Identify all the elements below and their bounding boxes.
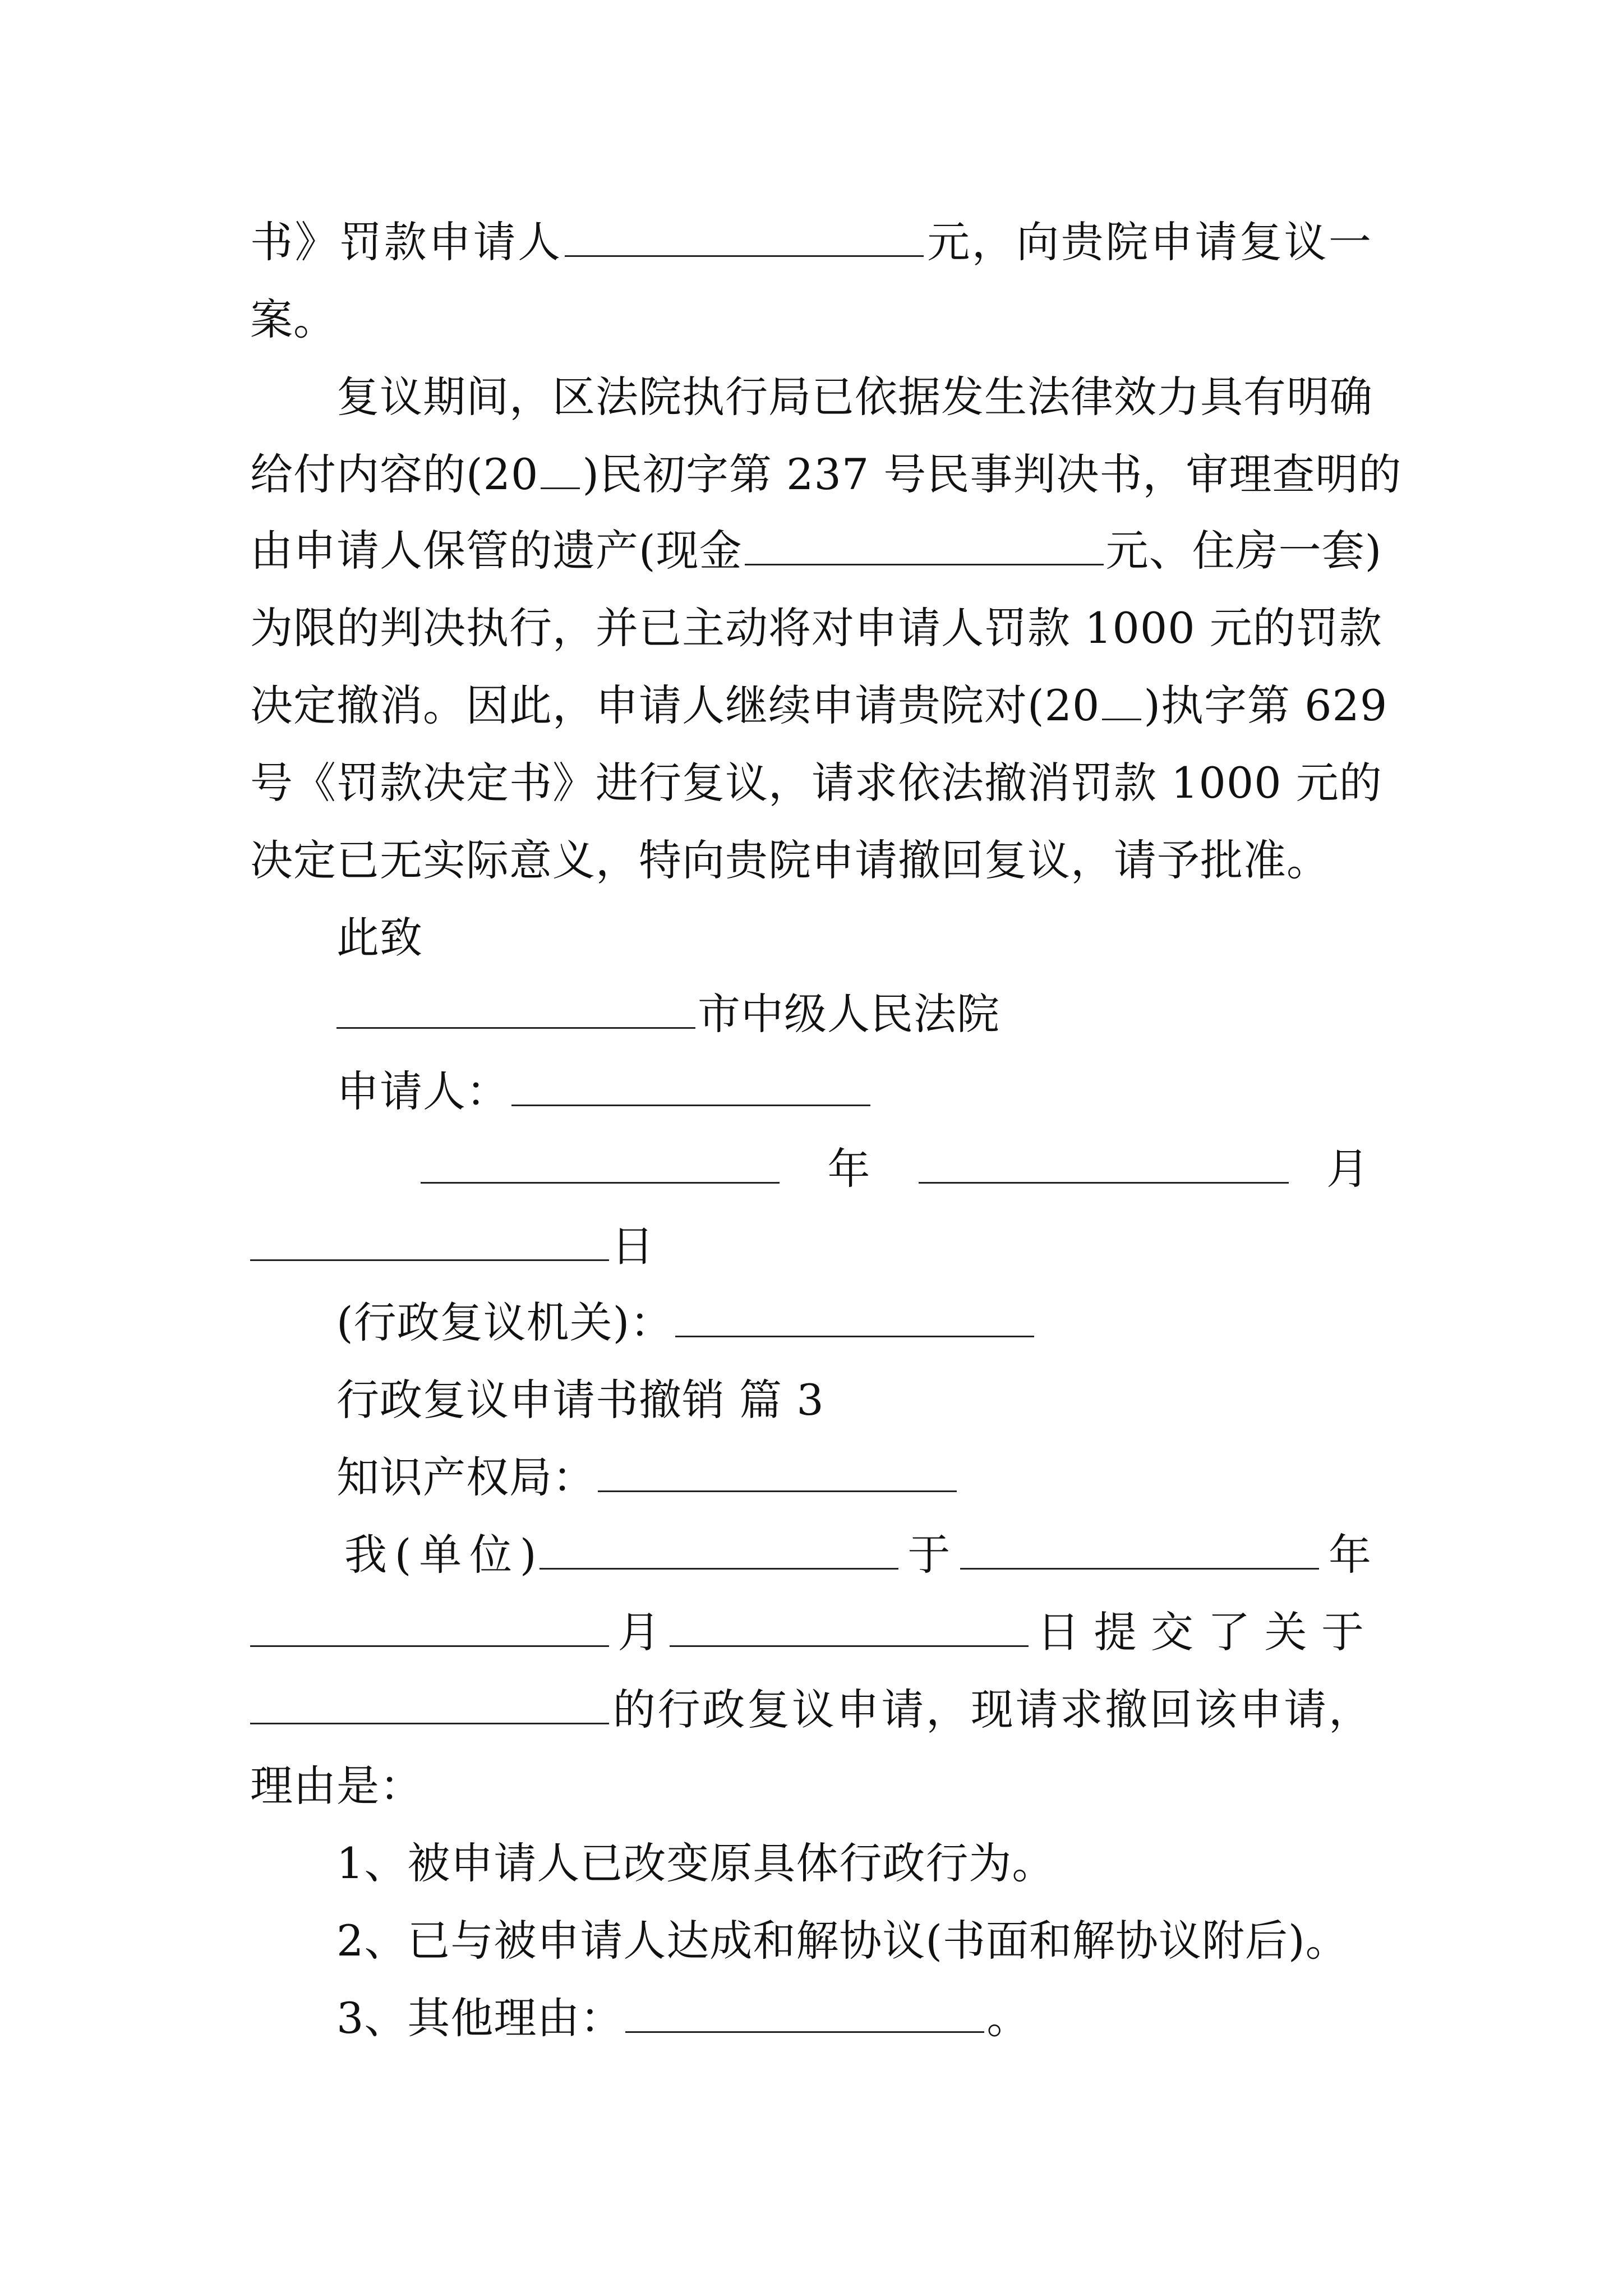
- text-segment: 案。: [250, 295, 336, 344]
- text-segment: )执字第 629: [1144, 680, 1388, 730]
- text-segment: 于: [900, 1530, 958, 1580]
- text-line: [250, 679, 1388, 733]
- text-line: [250, 1759, 423, 1813]
- text-segment: 2、已与被申请人达成和解协议(书面和解协议附后)。: [336, 1916, 1349, 1966]
- text-segment: 月: [1326, 1144, 1370, 1194]
- text-line: [250, 601, 1382, 655]
- text-segment: 。: [986, 1993, 1030, 2043]
- text-segment: 决定已无实际意义，特向贵院申请撤回复议，请予批准。: [250, 835, 1330, 885]
- text-segment: 由申请人保管的遗产(现金: [250, 526, 743, 576]
- text-segment: 元、住房一套): [1105, 526, 1382, 576]
- fill-blank: [250, 1606, 609, 1647]
- fill-blank: [511, 1065, 870, 1106]
- text-segment: 此致: [336, 913, 423, 963]
- text-segment: 年: [827, 1144, 871, 1194]
- text-segment: 申请人：: [336, 1066, 509, 1116]
- text-segment: 行政复议申请书撤销 篇 3: [336, 1375, 824, 1425]
- fill-blank: [1102, 679, 1141, 720]
- fill-blank: [565, 216, 924, 257]
- fill-blank: [919, 1143, 1289, 1184]
- authority-line: [336, 1296, 1036, 1350]
- date-day-line: [250, 1220, 654, 1273]
- text-line: [250, 524, 1382, 578]
- text-line: [250, 293, 336, 347]
- text-segment: 决定撤消。因此，申请人继续申请贵院对(20: [250, 680, 1100, 730]
- text-line: [250, 756, 1382, 810]
- text-segment: 理由是：: [250, 1761, 423, 1811]
- fill-blank: [540, 1529, 898, 1570]
- text-segment: 1、被申请人已改变原具体行政行为。: [336, 1838, 1055, 1888]
- fill-blank: [250, 1220, 609, 1261]
- text-segment: 复议期间，区法院执行局已依据发生法律效力具有明确: [336, 372, 1373, 422]
- fill-blank: [670, 1606, 1029, 1647]
- text-segment: 3、其他理由：: [336, 1993, 624, 2043]
- addressee-line: [336, 1451, 959, 1504]
- fill-blank: [745, 524, 1104, 565]
- text-line: [250, 215, 1372, 269]
- reason-item-3: [336, 1991, 1030, 2045]
- paragraph-start: [336, 370, 1372, 424]
- text-segment: 日提交了关于: [1030, 1607, 1372, 1657]
- text-segment: 年: [1321, 1530, 1372, 1580]
- fill-blank: [960, 1529, 1319, 1570]
- text-line: [344, 1528, 1372, 1582]
- text-line: [250, 1683, 1372, 1737]
- text-segment: 市中级人民法院: [698, 989, 1000, 1039]
- section-heading: [336, 1373, 824, 1427]
- applicant-line: [336, 1065, 873, 1119]
- reason-item-1: [336, 1837, 1055, 1890]
- fill-blank: [250, 1683, 609, 1724]
- salutation: [336, 911, 423, 965]
- text-segment: 的行政复议申请，现请求撤回该申请，: [611, 1685, 1372, 1734]
- date-line: [421, 1142, 1370, 1196]
- fill-blank: [598, 1451, 957, 1492]
- text-segment: )民初字第 237 号民事判决书，审理查明的: [582, 449, 1402, 499]
- text-segment: 为限的判决执行，并已主动将对申请人罚款 1000 元的罚款: [250, 603, 1382, 653]
- text-segment: 号《罚款决定书》进行复议，请求依法撤消罚款 1000 元的: [250, 758, 1382, 808]
- text-line: [250, 448, 1402, 501]
- text-segment: 元，向贵院申请复议一: [925, 217, 1372, 267]
- text-segment: 知识产权局：: [336, 1452, 596, 1502]
- text-segment: 我(单位): [344, 1530, 537, 1580]
- fill-blank: [421, 1143, 780, 1184]
- text-line: [250, 834, 1330, 887]
- text-line: [250, 1605, 1372, 1659]
- fill-blank: [625, 1992, 984, 2033]
- text-segment: 月: [611, 1607, 667, 1657]
- text-segment: 日: [611, 1221, 654, 1271]
- recipient-line: [336, 987, 1000, 1041]
- text-segment: 给付内容的(20: [250, 449, 539, 499]
- fill-blank: [675, 1296, 1034, 1337]
- reason-item-2: [336, 1914, 1349, 1968]
- fill-blank: [336, 988, 695, 1029]
- text-segment: (行政复议机关)：: [336, 1297, 674, 1347]
- fill-blank: [541, 448, 580, 489]
- text-segment: 书》罚款申请人: [250, 217, 562, 267]
